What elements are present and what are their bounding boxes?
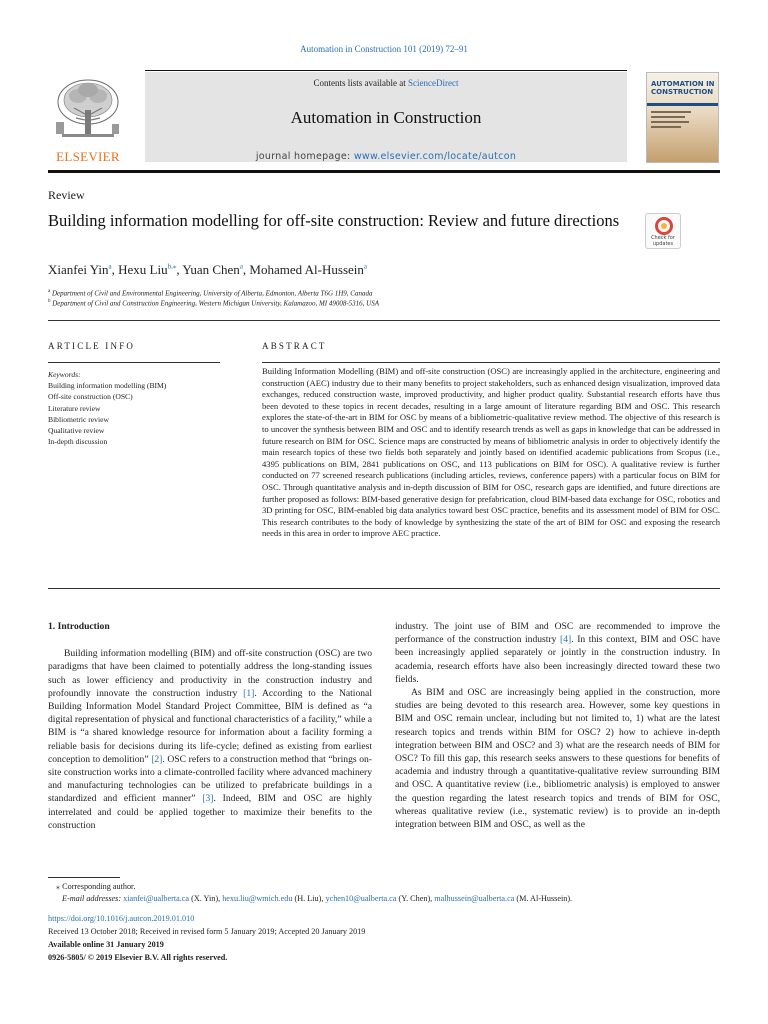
- affiliation-text: Department of Civil and Construction Engineering, Western Michigan University, Kalamazoo, MI 49008-5316, USA: [52, 299, 380, 308]
- author-name[interactable]: Hexu Liu: [118, 262, 168, 277]
- email-owner: (X. Yin),: [189, 894, 223, 903]
- keywords-block: [48, 369, 218, 447]
- section-heading: 1. Introduction: [48, 621, 110, 632]
- citation-link[interactable]: [2]: [151, 753, 163, 765]
- author-affiliation-mark[interactable]: a: [108, 262, 112, 271]
- citation-link[interactable]: [1]: [243, 687, 255, 699]
- keywords-label: Keywords:: [48, 370, 81, 379]
- keyword-item: Off-site construction (OSC): [48, 392, 133, 402]
- keyword-item: In-depth discussion: [48, 437, 108, 447]
- author-affiliation-mark[interactable]: a: [363, 262, 367, 271]
- article-info-heading: ARTICLE INFO: [48, 341, 136, 351]
- check-for-updates-badge[interactable]: [645, 213, 681, 249]
- email-link[interactable]: xianfei@ualberta.ca: [123, 894, 190, 903]
- homepage-label: journal homepage:: [255, 151, 354, 162]
- citation-link[interactable]: [3]: [202, 793, 214, 805]
- author-name[interactable]: Yuan Chen: [182, 262, 240, 277]
- email-owner: (M. Al-Hussein).: [514, 894, 573, 903]
- divider: [48, 320, 720, 321]
- journal-title: Automation in Construction: [290, 108, 482, 127]
- corresponding-author-note: ⁎ Corresponding author.: [56, 882, 136, 891]
- homepage-link[interactable]: www.elsevier.com/locate/autcon: [353, 151, 517, 162]
- available-online: Available online 31 January 2019: [48, 940, 164, 949]
- paragraph-text: industry. The joint use of BIM and OSC are recommended to improve the performance of the construction industry: [395, 621, 720, 646]
- body-column-left: [48, 620, 372, 832]
- contents-prefix: Contents lists available at: [313, 78, 408, 88]
- affiliation: [48, 299, 379, 307]
- elsevier-tree-icon: [48, 74, 128, 148]
- contents-line: [145, 78, 627, 88]
- header-bottom-rule: [48, 170, 720, 173]
- check-updates-icon: [655, 217, 673, 235]
- cover-strip: [647, 103, 719, 106]
- keyword-item: Building information modelling (BIM): [48, 381, 167, 391]
- cover-title: AUTOMATION IN CONSTRUCTION: [651, 80, 715, 96]
- divider: [262, 362, 720, 363]
- affiliation-text: Department of Civil and Environmental Engineering, University of Alberta, Edmonton, Alberta T6G 1H9, Canada: [51, 289, 373, 298]
- received-dates: Received 13 October 2018; Received in revised form 5 January 2019; Accepted 20 January 2019: [48, 927, 366, 936]
- doi-link[interactable]: https://doi.org/10.1016/j.autcon.2019.01.010: [48, 914, 195, 923]
- paragraph-text: . In this context, BIM and OSC have been increasingly applied separately or jointly in the construction industry. In academia, research efforts have also been increasingly directed toward these two fields.: [395, 634, 721, 685]
- divider: [48, 588, 720, 589]
- issn-copyright: 0926-5805/ © 2019 Elsevier B.V. All rights reserved.: [48, 953, 228, 962]
- body-column-right: [395, 620, 720, 831]
- body-paragraph: [395, 620, 720, 686]
- paragraph-text: . Indeed, BIM and OSC are highly interrelated and could be applied together to maximize their benefits to the construction: [48, 793, 372, 831]
- email-owner: (H. Liu),: [292, 894, 326, 903]
- keyword-item: Qualitative review: [48, 426, 105, 436]
- email-link[interactable]: hexu.liu@wmich.edu: [222, 894, 293, 903]
- journal-reference[interactable]: Automation in Construction 101 (2019) 72–91: [300, 44, 468, 54]
- affiliation-mark: b: [48, 299, 51, 304]
- email-label: E-mail addresses:: [62, 894, 124, 903]
- author-separator: ,: [111, 262, 119, 277]
- author-affiliation-mark[interactable]: a: [239, 262, 243, 271]
- author-separator: ,: [176, 262, 183, 277]
- affiliation: [48, 289, 372, 297]
- abstract-text: Building Information Modelling (BIM) and off-site construction (OSC) are increasingly applied in the architecture, engineering and construction (AEC) industry due to their many benefits to project stakeholders, such as enhanced design visualization, improved data exchanges, reduced construction waste, improved productivity, and higher product quality. Substantial research efforts have thus been devoted to these topics in recent decades, resulting in a large amount of literature regarding BIM and OSC. This research explores the state-of-the-art in BIM for OSC by means of a bibliometric-qualitative review method. The objective of this research is to uncover the synthesis between BIM and OSC and to identify research trends as well as gaps in knowledge that can be addressed in future research on BIM for OSC. Science maps are constructed by means of bibliometric analysis in order to objectively identify the main research topics of these two fields both separately and jointly based on identified academic publications from Scopus (i.e., 4395 publications on BIM, 2841 publications on OSC, and 113 publications on BIM for OSC). A qualitative review is further conducted on 77 screened research publications (including articles, reviews, conference papers) with a particular focus on BIM for OSC. Through quantitative analysis and in-depth discussion of BIM for OSC, research gaps are identified, and future directions are further proposed as follows: BIM-based generative design for prefabrication, cloud BIM-based data exchange for OSC, robotics and 3D printing for OSC, BIM-enabled big data analytics toward best OSC practice, benefits and its assessment model of BIM for OSC. This research contributes to the body of knowledge by synthesizing the state of the art of BIM for OSC and exposing the research needs in this area in order to improve AEC practice.: [262, 366, 720, 539]
- author-affiliation-mark[interactable]: b,⁎: [167, 262, 177, 271]
- abstract-heading: ABSTRACT: [262, 341, 327, 351]
- cover-text-lines: [651, 111, 691, 131]
- citation-link[interactable]: [4]: [560, 634, 572, 646]
- footnote-rule: [48, 877, 120, 878]
- header-top-rule: [145, 70, 627, 71]
- email-link[interactable]: malhussein@ualberta.ca: [434, 894, 515, 903]
- author-name[interactable]: Xianfei Yin: [48, 262, 109, 277]
- affiliation-mark: a: [48, 289, 51, 294]
- paragraph-text: Building information modelling (BIM) and off-site construction (OSC) are two paradigms that have been claimed to potentially address the long-standing issues such as lower efficiency and productivity in the construction industry and profoundly innovate the construction industry: [48, 648, 372, 699]
- author-separator: ,: [242, 262, 250, 277]
- email-addresses: [62, 893, 572, 904]
- author-list: [48, 262, 367, 278]
- article-type: Review: [48, 188, 85, 202]
- keyword-item: Literature review: [48, 403, 101, 413]
- sciencedirect-link[interactable]: ScienceDirect: [408, 78, 459, 88]
- body-paragraph: [48, 647, 372, 832]
- email-owner: (Y. Chen),: [396, 894, 435, 903]
- journal-cover-thumbnail[interactable]: [646, 72, 719, 163]
- check-updates-label: Check for updates: [651, 235, 675, 247]
- email-link[interactable]: ychen10@ualberta.ca: [325, 894, 397, 903]
- paragraph-text: . According to the National Building Information Model Standard Project Committee, BIM is defined as “a digital representation of physical and functional characteristics of a facility,” while a BIM is “a shared knowledge resource for information about a facility forming a reliable basis for decisions during its life-cycle; defined as existing from earliest conception to demolition”: [48, 687, 372, 765]
- body-paragraph: As BIM and OSC are increasingly being applied in the construction, more studies are being devoted to this research area. However, some key questions in BIM and OSC remain unclear, including but not limited to, 1) what are the latest research topics and trends within BIM for OSC? 2) how to achieve in-depth integration between BIM and OSC? and 3) what are the research needs of BIM for OSC? To fill this gap, this research seeks answers to these questions for benefits of academia and industry through a quantitative-qualitative review surrounding BIM and OSC. A quantitative review (i.e., bibliometric analysis) is employed to answer the question regarding the latest research topics and trends of BIM for OSC, whereas qualitative review (i.e., systematic review) is to provide an in-depth integration between BIM and OSC, as well as the: [395, 687, 720, 831]
- journal-homepage: [145, 151, 627, 162]
- divider: [48, 362, 220, 363]
- article-title: Building information modelling for off-site construction: Review and future directions: [48, 211, 620, 230]
- elsevier-wordmark: ELSEVIER: [56, 149, 120, 164]
- keyword-item: Bibliometric review: [48, 414, 109, 424]
- paragraph-text: . OSC refers to a construction method that “brings on-site construction works into a climate-controlled facility where advanced machinery and manufacturing technologies can be utilized to prefabricate buildings in a standardized and efficient manner”: [48, 753, 373, 805]
- author-name[interactable]: Mohamed Al-Hussein: [249, 262, 364, 277]
